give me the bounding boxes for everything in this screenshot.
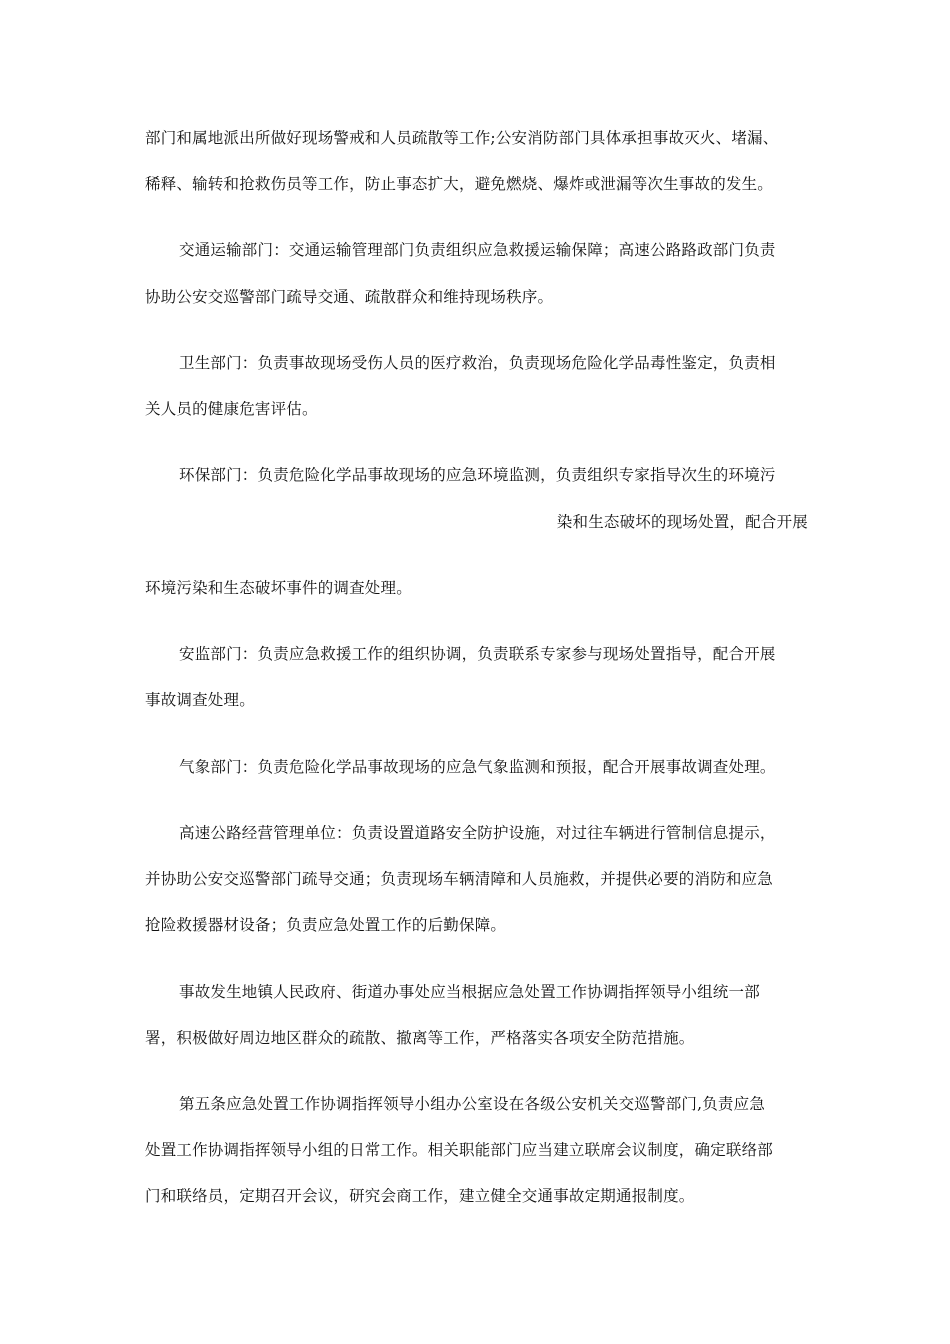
text-line: 处置工作协调指挥领导小组的日常工作。相关职能部门应当建立联席会议制度，确定联络部 <box>145 1141 774 1159</box>
text-line: 协助公安交巡警部门疏导交通、疏散群众和维持现场秩序。 <box>145 288 554 306</box>
text-line: 安监部门：负责应急救援工作的组织协调，负责联系专家参与现场处置指导，配合开展 <box>179 645 776 663</box>
text-line: 染和生态破坏的现场处置，配合开展 <box>556 513 808 531</box>
text-line: 署，积极做好周边地区群众的疏散、撤离等工作，严格落实各项安全防范措施。 <box>145 1029 695 1047</box>
text-line: 气象部门：负责危险化学品事故现场的应急气象监测和预报，配合开展事故调查处理。 <box>179 758 776 776</box>
text-line: 交通运输部门：交通运输管理部门负责组织应急救援运输保障；高速公路路政部门负责 <box>179 241 776 259</box>
text-line: 卫生部门：负责事故现场受伤人员的医疗救治，负责现场危险化学品毒性鉴定，负责相 <box>179 354 776 372</box>
text-line: 事故发生地镇人民政府、街道办事处应当根据应急处置工作协调指挥领导小组统一部 <box>179 983 760 1001</box>
text-line: 环保部门：负责危险化学品事故现场的应急环境监测，负责组织专家指导次生的环境污 <box>179 466 776 484</box>
text-line: 事故调查处理。 <box>145 691 255 709</box>
text-line: 部门和属地派出所做好现场警戒和人员疏散等工作;公安消防部门具体承担事故灭火、堵漏、 <box>145 129 779 147</box>
text-line: 抢险救援器材设备；负责应急处置工作的后勤保障。 <box>145 916 507 934</box>
text-line: 高速公路经营管理单位：负责设置道路安全防护设施，对过往车辆进行管制信息提示， <box>179 824 776 842</box>
text-line: 门和联络员，定期召开会议，研究会商工作，建立健全交通事故定期通报制度。 <box>145 1187 695 1205</box>
text-line: 关人员的健康危害评估。 <box>145 400 318 418</box>
text-line: 第五条应急处置工作协调指挥领导小组办公室设在各级公安机关交巡警部门,负责应急 <box>179 1095 766 1113</box>
text-line: 稀释、输转和抢救伤员等工作，防止事态扩大，避免燃烧、爆炸或泄漏等次生事故的发生。 <box>145 175 774 193</box>
text-line: 环境污染和生态破坏事件的调查处理。 <box>145 579 412 597</box>
text-line: 并协助公安交巡警部门疏导交通；负责现场车辆清障和人员施救，并提供必要的消防和应急 <box>145 870 774 888</box>
